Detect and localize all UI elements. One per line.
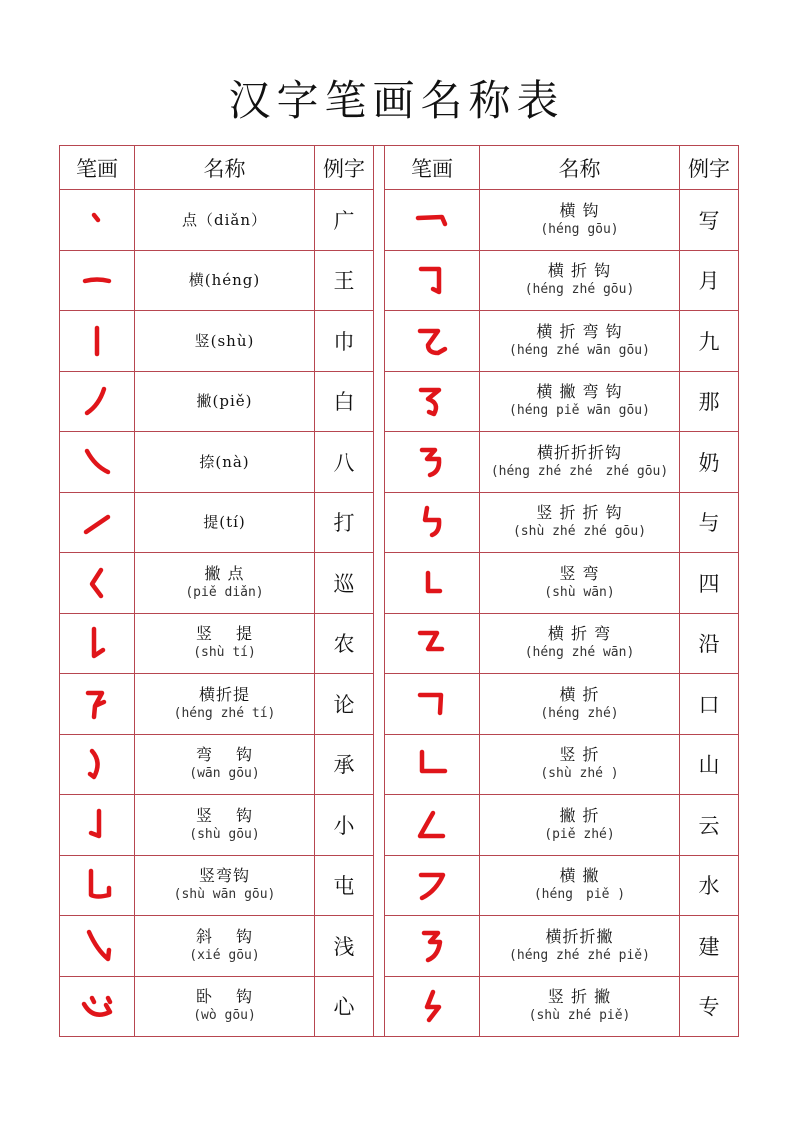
stroke-cell — [60, 553, 135, 614]
stroke-path — [91, 871, 109, 897]
column-gap — [374, 734, 385, 795]
stroke-name-cell — [480, 250, 680, 311]
stroke-name: 横 折 弯 — [547, 624, 612, 644]
stroke-dian-glyph — [77, 200, 117, 240]
example-character: 专 — [680, 976, 739, 1037]
stroke-name: 点（diǎn） — [181, 210, 267, 229]
table-row — [60, 371, 739, 432]
stroke-cell — [60, 674, 135, 735]
header-stroke-right: 笔画 — [385, 146, 480, 190]
stroke-name-cell — [135, 976, 315, 1037]
column-gap — [374, 311, 385, 372]
stroke-name: 横折折折钩 — [536, 442, 622, 462]
stroke-name: 横折提 — [198, 684, 250, 704]
stroke-heng-glyph — [77, 260, 117, 300]
stroke-name: 提(tí) — [203, 513, 246, 532]
stroke-pinyin: (héng zhé tí) — [173, 705, 276, 721]
stroke-name-cell — [480, 432, 680, 493]
example-character: 山 — [680, 734, 739, 795]
stroke-path — [424, 933, 440, 960]
stroke-pinyin: (shù zhé zhé gōu) — [512, 524, 647, 540]
stroke-xiegou-glyph — [77, 926, 117, 966]
stroke-name-cell — [135, 311, 315, 372]
header-stroke-left: 笔画 — [60, 146, 135, 190]
stroke-name-cell — [480, 190, 680, 251]
example-character: 口 — [680, 674, 739, 735]
example-character: 与 — [680, 492, 739, 553]
stroke-path — [94, 629, 103, 656]
table-row — [60, 311, 739, 372]
stroke-name: 横 撇 弯 钩 — [536, 382, 623, 402]
stroke-cell — [385, 613, 480, 674]
example-character: 云 — [680, 795, 739, 856]
stroke-shu-glyph — [77, 321, 117, 361]
stroke-name-cell — [480, 855, 680, 916]
stroke-piedian-glyph — [77, 563, 117, 603]
example-character: 打 — [315, 492, 374, 553]
stroke-path — [94, 215, 98, 220]
stroke-name-cell — [480, 674, 680, 735]
stroke-path — [425, 508, 439, 535]
stroke-pinyin: (piě zhé) — [544, 826, 615, 842]
stroke-pie-glyph — [77, 381, 117, 421]
stroke-name: 卧 钩 — [195, 987, 254, 1007]
stroke-cell — [385, 311, 480, 372]
stroke-cell — [60, 976, 135, 1037]
table-row — [60, 492, 739, 553]
stroke-path — [92, 570, 101, 596]
stroke-path — [420, 695, 441, 713]
stroke-name-cell — [480, 795, 680, 856]
stroke-name-cell — [135, 674, 315, 735]
column-gap — [374, 371, 385, 432]
stroke-name-cell — [135, 795, 315, 856]
table-row — [60, 250, 739, 311]
stroke-path — [427, 992, 439, 1020]
stroke-cell — [60, 734, 135, 795]
stroke-name-cell — [135, 855, 315, 916]
stroke-hengzhezhezhegou-glyph — [412, 442, 452, 482]
header-name-left: 名称 — [135, 146, 315, 190]
stroke-pinyin: (shù zhé ) — [540, 766, 619, 782]
stroke-cell — [385, 674, 480, 735]
stroke-cell — [60, 492, 135, 553]
stroke-name: 横 折 钩 — [547, 261, 612, 281]
stroke-name-cell — [135, 553, 315, 614]
column-gap — [374, 190, 385, 251]
stroke-path — [86, 517, 108, 532]
column-gap — [374, 432, 385, 493]
stroke-pinyin: (piě diǎn) — [185, 584, 264, 600]
stroke-pinyin: (héng zhé zhé zhé gōu) — [490, 463, 669, 479]
stroke-name-cell — [480, 371, 680, 432]
example-character: 论 — [315, 674, 374, 735]
stroke-name-cell — [480, 916, 680, 977]
table-row — [60, 553, 739, 614]
example-character: 承 — [315, 734, 374, 795]
example-character: 白 — [315, 371, 374, 432]
column-gap — [374, 976, 385, 1037]
stroke-hengpie-glyph — [412, 865, 452, 905]
stroke-path — [89, 932, 109, 959]
example-character: 巡 — [315, 553, 374, 614]
example-character: 心 — [315, 976, 374, 1037]
stroke-hengpiewangou-glyph — [412, 381, 452, 421]
stroke-cell — [60, 432, 135, 493]
stroke-shuwan-glyph — [412, 563, 452, 603]
stroke-cell — [385, 916, 480, 977]
stroke-name-cell — [480, 976, 680, 1037]
stroke-name: 竖 折 折 钩 — [536, 503, 623, 523]
column-gap — [374, 553, 385, 614]
stroke-name: 竖 折 — [559, 745, 600, 765]
stroke-path — [88, 693, 104, 717]
header-name-right: 名称 — [480, 146, 680, 190]
stroke-name-cell — [135, 492, 315, 553]
stroke-name: 撇 点 — [204, 563, 245, 583]
example-character: 屯 — [315, 855, 374, 916]
stroke-name-cell — [480, 311, 680, 372]
stroke-name-cell — [135, 190, 315, 251]
stroke-cell — [60, 916, 135, 977]
stroke-na-glyph — [77, 442, 117, 482]
stroke-path — [421, 875, 443, 898]
stroke-ti-glyph — [77, 502, 117, 542]
stroke-path — [420, 633, 442, 649]
stroke-name: 弯 钩 — [195, 745, 254, 765]
header-row — [60, 146, 739, 190]
stroke-name: 横 撇 — [559, 866, 600, 886]
stroke-pinyin: (shù zhé piě) — [528, 1008, 631, 1024]
stroke-pinyin: (shù wān) — [544, 584, 615, 600]
table-row — [60, 855, 739, 916]
stroke-path — [91, 811, 99, 836]
stroke-pinyin: (shù tí) — [193, 645, 256, 661]
stroke-hengzhezhepie-glyph — [412, 926, 452, 966]
stroke-cell — [385, 795, 480, 856]
stroke-pinyin: (héng zhé gōu) — [524, 282, 635, 298]
stroke-shuzhezhegou-glyph — [412, 502, 452, 542]
example-character: 沿 — [680, 613, 739, 674]
stroke-name: 捺(nà) — [199, 452, 250, 471]
example-character: 奶 — [680, 432, 739, 493]
stroke-name-cell — [135, 250, 315, 311]
stroke-name: 横(héng) — [188, 271, 261, 290]
table-row — [60, 916, 739, 977]
example-character: 巾 — [315, 311, 374, 372]
stroke-name: 横 钩 — [559, 200, 600, 220]
column-gap — [374, 146, 385, 190]
stroke-pinyin: (héng piě ) — [533, 887, 626, 903]
stroke-path — [87, 389, 104, 413]
stroke-shuwangou-glyph — [77, 865, 117, 905]
stroke-shuzhe-glyph — [412, 744, 452, 784]
column-gap — [374, 613, 385, 674]
stroke-pinyin: (héng zhé wān) — [524, 645, 635, 661]
stroke-name: 斜 钩 — [195, 926, 254, 946]
stroke-pinyin: (shù gōu) — [189, 826, 260, 842]
stroke-piezhe-glyph — [412, 805, 452, 845]
example-character: 那 — [680, 371, 739, 432]
stroke-shuti-glyph — [77, 623, 117, 663]
table-row — [60, 795, 739, 856]
stroke-name-cell — [135, 613, 315, 674]
stroke-path — [418, 217, 445, 224]
stroke-name: 横 折 弯 钩 — [536, 321, 623, 341]
stroke-pinyin: (héng piě wān gōu) — [509, 403, 650, 419]
column-gap — [374, 250, 385, 311]
stroke-pinyin: (shù wān gōu) — [173, 887, 276, 903]
stroke-name: 横 折 — [559, 684, 600, 704]
stroke-name: 竖弯钩 — [198, 866, 250, 886]
example-character: 浅 — [315, 916, 374, 977]
stroke-name: 横折折撇 — [545, 926, 614, 946]
stroke-path — [422, 752, 445, 771]
example-character: 农 — [315, 613, 374, 674]
example-character: 小 — [315, 795, 374, 856]
column-gap — [374, 674, 385, 735]
stroke-cell — [385, 734, 480, 795]
table-row — [60, 734, 739, 795]
stroke-shuzhepie-glyph — [412, 986, 452, 1026]
stroke-name: 撇 折 — [559, 805, 600, 825]
stroke-table — [59, 145, 739, 1037]
example-character: 四 — [680, 553, 739, 614]
stroke-cell — [385, 371, 480, 432]
stroke-name-cell — [135, 916, 315, 977]
stroke-pinyin: (héng zhé wān gōu) — [509, 342, 650, 358]
stroke-cell — [60, 855, 135, 916]
example-character: 八 — [315, 432, 374, 493]
stroke-path — [84, 998, 110, 1015]
stroke-name: 竖 钩 — [195, 805, 254, 825]
stroke-cell — [60, 311, 135, 372]
stroke-hengzhegou-glyph — [412, 260, 452, 300]
stroke-path — [90, 751, 98, 777]
stroke-cell — [385, 190, 480, 251]
stroke-cell — [60, 795, 135, 856]
table-row — [60, 432, 739, 493]
stroke-pinyin: (wò gōu) — [193, 1008, 256, 1024]
stroke-cell — [385, 432, 480, 493]
column-gap — [374, 916, 385, 977]
stroke-path — [420, 331, 445, 353]
stroke-name-cell — [135, 371, 315, 432]
stroke-path — [422, 450, 439, 475]
stroke-name-cell — [480, 553, 680, 614]
example-character: 水 — [680, 855, 739, 916]
stroke-wangou-glyph — [77, 744, 117, 784]
stroke-cell — [385, 976, 480, 1037]
stroke-name-cell — [480, 492, 680, 553]
stroke-cell — [385, 553, 480, 614]
table-row — [60, 674, 739, 735]
page-title: 汉字笔画名称表 — [228, 76, 565, 125]
stroke-path — [428, 573, 440, 591]
stroke-cell — [385, 492, 480, 553]
example-character: 王 — [315, 250, 374, 311]
stroke-shugou-glyph — [77, 805, 117, 845]
stroke-henggou-glyph — [412, 200, 452, 240]
example-character: 建 — [680, 916, 739, 977]
stroke-cell — [385, 250, 480, 311]
stroke-path — [87, 451, 108, 472]
stroke-cell — [60, 250, 135, 311]
header-example-left: 例字 — [315, 146, 374, 190]
stroke-pinyin: (xié gōu) — [189, 947, 260, 963]
example-character: 广 — [315, 190, 374, 251]
stroke-name: 竖 弯 — [559, 563, 600, 583]
stroke-pinyin: (wān gōu) — [189, 766, 260, 782]
stroke-path — [420, 813, 443, 836]
stroke-name-cell — [480, 734, 680, 795]
stroke-hengzhe-glyph — [412, 684, 452, 724]
column-gap — [374, 795, 385, 856]
stroke-pinyin: (héng zhé zhé piě) — [509, 947, 650, 963]
example-character: 九 — [680, 311, 739, 372]
stroke-name-cell — [480, 613, 680, 674]
stroke-name: 竖 折 撇 — [547, 987, 612, 1007]
stroke-name: 竖 提 — [195, 624, 254, 644]
table-row — [60, 976, 739, 1037]
header-example-right: 例字 — [680, 146, 739, 190]
table-row — [60, 190, 739, 251]
stroke-name-cell — [135, 432, 315, 493]
stroke-name: 撇(piě) — [196, 392, 253, 411]
stroke-hengzhewangou-glyph — [412, 321, 452, 361]
column-gap — [374, 492, 385, 553]
column-gap — [374, 855, 385, 916]
stroke-name-cell — [135, 734, 315, 795]
stroke-pinyin: (héng gōu) — [540, 221, 619, 237]
stroke-wogou-glyph — [77, 986, 117, 1026]
example-character: 写 — [680, 190, 739, 251]
stroke-cell — [60, 613, 135, 674]
stroke-cell — [60, 190, 135, 251]
stroke-path — [421, 390, 439, 414]
stroke-cell — [60, 371, 135, 432]
stroke-name: 竖(shù) — [194, 331, 255, 350]
stroke-hengzheti-glyph — [77, 684, 117, 724]
stroke-pinyin: (héng zhé) — [540, 705, 619, 721]
stroke-path — [85, 280, 109, 282]
stroke-path — [421, 269, 439, 292]
example-character: 月 — [680, 250, 739, 311]
stroke-hengzhewan-glyph — [412, 623, 452, 663]
stroke-cell — [385, 855, 480, 916]
table-row — [60, 613, 739, 674]
